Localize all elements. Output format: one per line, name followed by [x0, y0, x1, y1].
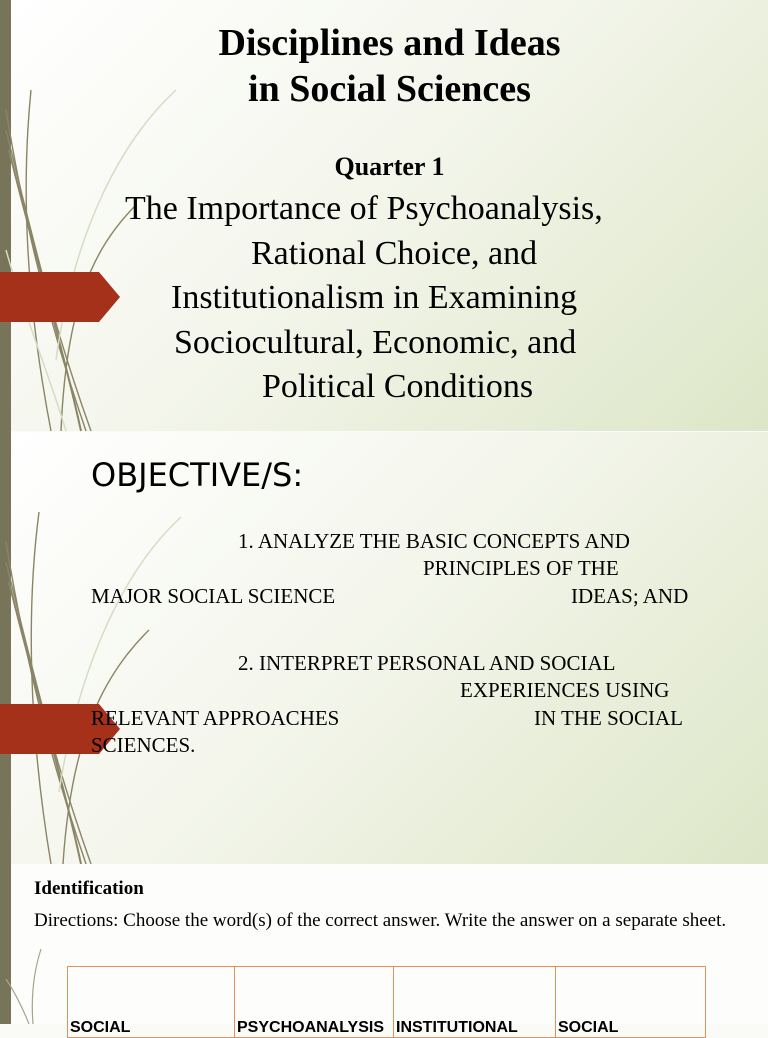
objective-1-line-1: 1. ANALYZE THE BASIC CONCEPTS AND	[238, 529, 630, 553]
subtitle-line-5: Political Conditions	[262, 368, 534, 405]
directions-text: Directions: Choose the word(s) of the correct answer. Write the answer on a separate sheet.	[34, 910, 727, 931]
objective-2-line-3b: IN THE SOCIAL	[534, 705, 683, 730]
objectives-heading: OBJECTIVE/S:	[91, 456, 304, 494]
subtitle-line-3: Institutionalism in Examining	[171, 279, 578, 316]
objective-2-line-2: EXPERIENCES USING	[460, 678, 670, 703]
answer-choices-table	[67, 966, 706, 1038]
objective-2-line-3a: RELEVANT APPROACHES	[91, 705, 340, 730]
objective-1-line-3	[91, 583, 711, 610]
objective-2-line-1: 2. INTERPRET PERSONAL AND SOCIAL	[238, 651, 616, 675]
title-slide	[11, 0, 768, 431]
slide-subtitle	[11, 187, 768, 410]
objective-1	[91, 528, 711, 610]
section-title: Identification	[34, 878, 144, 899]
table-cell: SOCIAL	[68, 967, 235, 1038]
slide-title-line-2: in Social Sciences	[248, 68, 531, 110]
swoosh-decoration	[11, 432, 768, 864]
table-cell: SOCIAL	[556, 967, 706, 1038]
slide-title	[11, 20, 768, 112]
objective-1-line-2: PRINCIPLES OF THE	[423, 556, 619, 581]
subtitle-line-1: The Importance of Psychoanalysis,	[125, 190, 603, 227]
objective-2-line-3	[91, 705, 711, 732]
slide-title-line-1: Disciplines and Ideas	[218, 22, 561, 64]
objective-1-line-3a: MAJOR SOCIAL SCIENCE	[91, 583, 336, 608]
table-cell: PSYCHOANALYSIS	[235, 967, 394, 1038]
subtitle-line-2: Rational Choice, and	[251, 234, 538, 272]
objective-1-line-3b: IDEAS; AND	[571, 583, 689, 608]
table-cell: INSTITUTIONAL	[394, 967, 556, 1038]
quarter-label: Quarter 1	[334, 152, 445, 181]
table-row	[68, 967, 706, 1038]
subtitle-line-4: Sociocultural, Economic, and	[174, 323, 577, 361]
objectives-slide	[11, 432, 768, 864]
worksheet-page	[11, 864, 768, 1036]
objective-2-line-4: SCIENCES.	[91, 732, 196, 757]
objective-2	[91, 650, 711, 759]
